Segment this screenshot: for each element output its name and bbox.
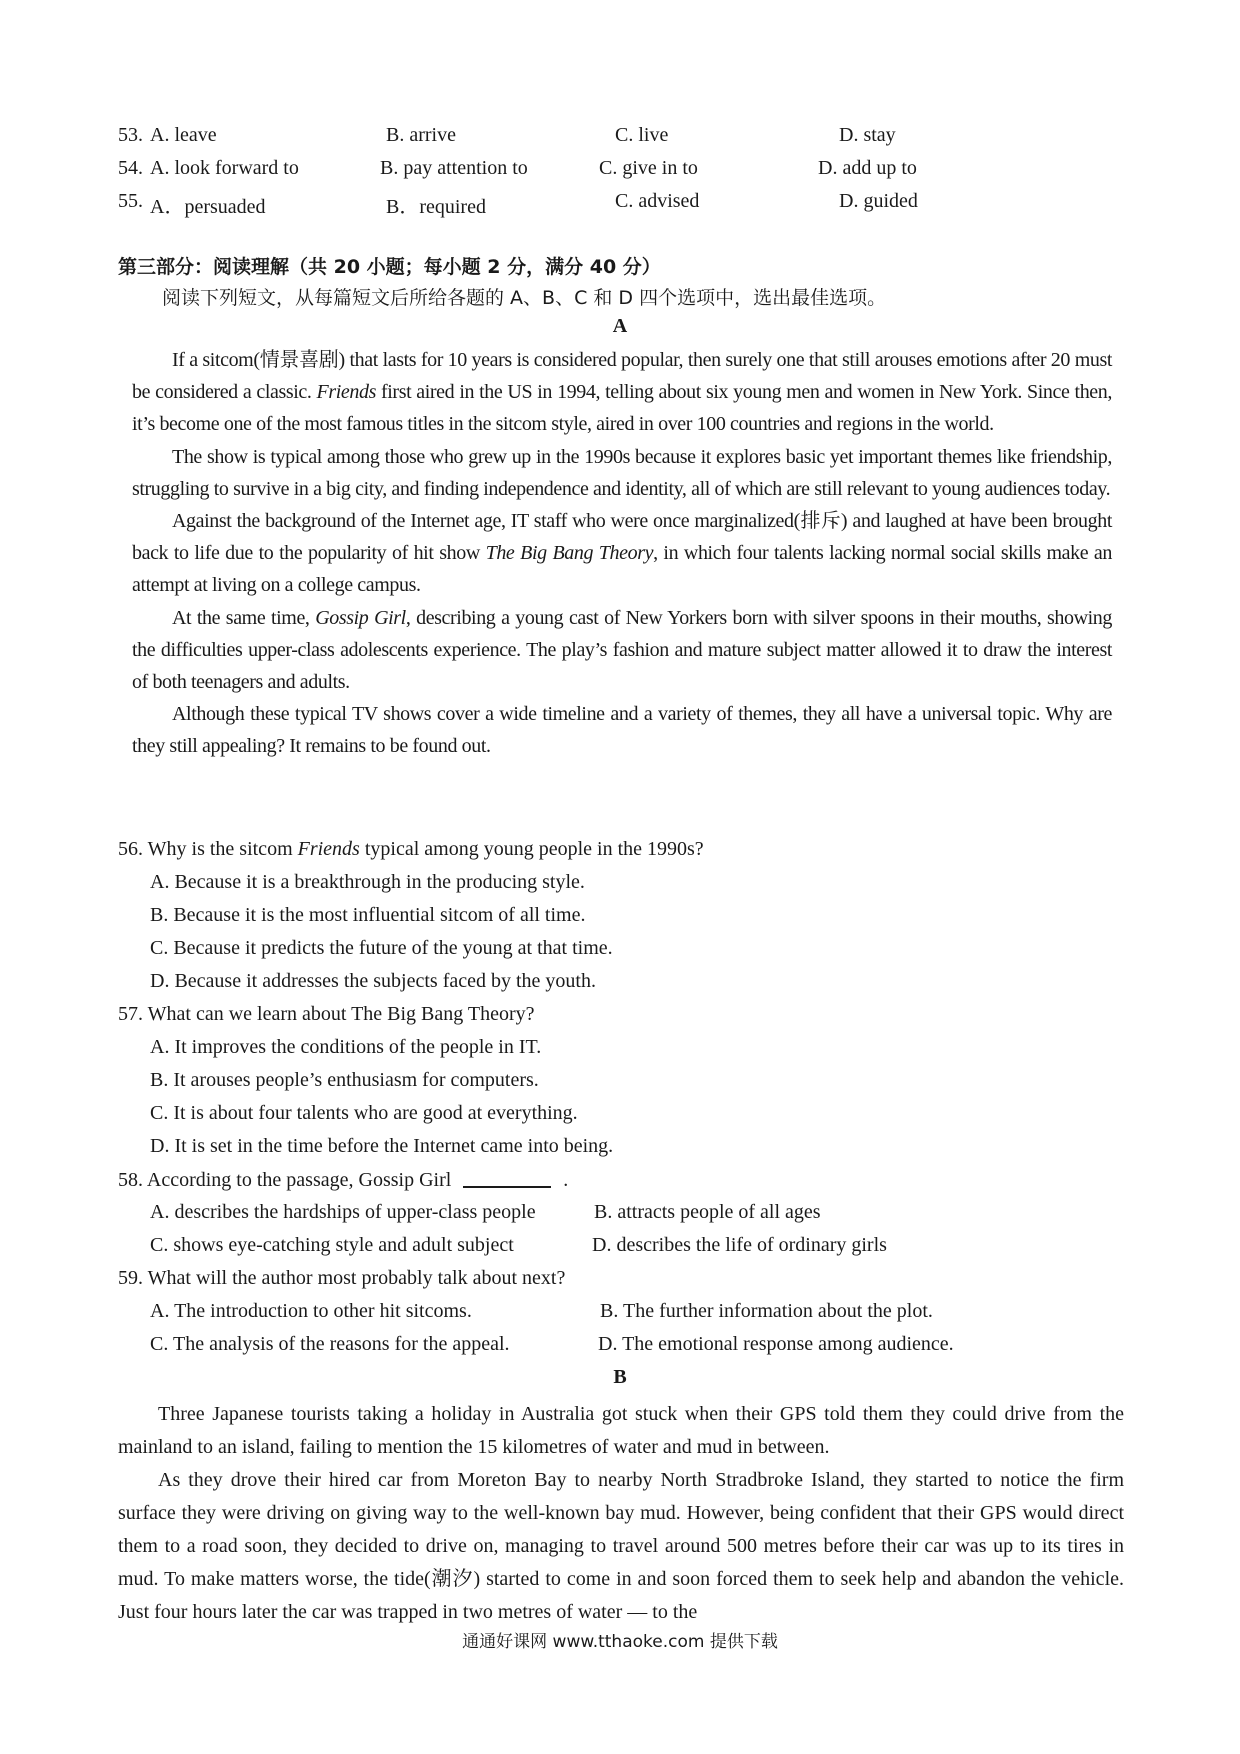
section-title: 第三部分：阅读理解（共 20 小题；每小题 2 分，满分 40 分） [118, 256, 661, 278]
page-footer: 通通好课网 www.tthaoke.com 提供下载 [462, 1632, 778, 1652]
question-57-stem: 57. What can we learn about The Big Bang Theory? [118, 1003, 535, 1025]
option-a: A. look forward to [150, 157, 299, 179]
passage-a-paragraph-3: Against the background of the Internet age, IT staff who were once marginalized(排斥) and laughed at have been brought back to life due to the popularity of hit show The Big Bang Theory, in which four talents lacking normal social skills make an attempt at living on a college campus. [132, 510, 1112, 597]
passage-b-letter: B [613, 1366, 627, 1388]
question-57-option-c: C. It is about four talents who are good at everything. [150, 1102, 578, 1124]
passage-a-letter: A [612, 315, 628, 337]
question-56-option-b: B. Because it is the most influential sitcom of all time. [150, 904, 586, 926]
question-59-stem: 59. What will the author most probably talk about next? [118, 1267, 566, 1289]
passage-a-paragraph-5: Although these typical TV shows cover a wide timeline and a variety of themes, they all have a universal topic. Why are they still appealing? It remains to be found out. [132, 703, 1112, 758]
option-c: C. advised [615, 190, 700, 212]
question-59-option-d: D. The emotional response among audience. [598, 1333, 954, 1355]
option-b: B．required [386, 196, 486, 218]
passage-b-paragraph-1: Three Japanese tourists taking a holiday in Australia got stuck when their GPS told them they could drive from the mainland to an island, failing to mention the 15 kilometres of water and mud in between. [118, 1403, 1124, 1458]
question-59-option-a: A. The introduction to other hit sitcoms. [150, 1300, 472, 1322]
option-c: C. give in to [599, 157, 698, 179]
question-58-stem: 58. According to the passage, Gossip Girl . [118, 1169, 569, 1191]
question-56-option-c: C. Because it predicts the future of the young at that time. [150, 937, 613, 959]
option-b: B. pay attention to [380, 157, 528, 179]
passage-a-paragraph-4: At the same time, Gossip Girl, describing a young cast of New Yorkers born with silver spoons in their mouths, showing the difficulties upper-class adolescents experience. The play’s fashion and mature subject matter allowed it to draw the interest of both teenagers and adults. [132, 606, 1112, 694]
question-57-option-d: D. It is set in the time before the Internet came into being. [150, 1135, 614, 1157]
option-c: C. live [615, 124, 669, 146]
option-b: B. arrive [386, 124, 456, 146]
option-a: A. leave [150, 124, 217, 146]
question-58-option-d: D. describes the life of ordinary girls [592, 1234, 887, 1256]
section-instruction: 阅读下列短文，从每篇短文后所给各题的 A、B、C 和 D 四个选项中，选出最佳选项。 [162, 287, 887, 309]
option-d: D. guided [839, 190, 918, 212]
question-56-stem: 56. Why is the sitcom Friends typical among young people in the 1990s? [118, 838, 704, 860]
passage-a [132, 344, 1112, 763]
question-number: 54. [118, 157, 143, 179]
passage-b [118, 1398, 1124, 1629]
option-d: D. add up to [818, 157, 917, 179]
option-d: D. stay [839, 124, 896, 146]
passage-a-paragraph-1: If a sitcom(情景喜剧) that lasts for 10 years is considered popular, then surely one that still arouses emotions after 20 must be considered a classic. Friends first aired in the US in 1994, telling about six young men and women in New York. Since then, it’s become one of the most famous titles in the sitcom style, aired in over 100 countries and regions in the world. [132, 349, 1112, 436]
question-number: 53. [118, 124, 143, 146]
question-56-option-a: A. Because it is a breakthrough in the producing style. [150, 871, 585, 893]
question-59-option-c: C. The analysis of the reasons for the appeal. [150, 1333, 510, 1355]
answer-blank [463, 1168, 551, 1188]
question-58-option-a: A. describes the hardships of upper-class people [150, 1201, 536, 1223]
question-57-option-b: B. It arouses people’s enthusiasm for computers. [150, 1069, 539, 1091]
question-56-option-d: D. Because it addresses the subjects faced by the youth. [150, 970, 596, 992]
question-number: 55. [118, 190, 143, 212]
option-a: A．persuaded [150, 196, 266, 218]
passage-b-paragraph-2: As they drove their hired car from Moreton Bay to nearby North Stradbroke Island, they started to notice the firm surface they were driving on giving way to the well-known bay mud. However, being confident that their GPS would direct them to a road soon, they decided to drive on, managing to travel around 500 metres before their car was up to its tires in mud. To make matters worse, the tide(潮汐) started to come in and soon forced them to seek help and abandon the vehicle. Just four hours later the car was trapped in two metres of water — to the [118, 1469, 1124, 1623]
question-59-option-b: B. The further information about the plot. [600, 1300, 933, 1322]
passage-a-paragraph-2: The show is typical among those who grew up in the 1990s because it explores basic yet important themes like friendship, struggling to survive in a big city, and finding independence and identity, all of which are still relevant to young audiences today. [132, 445, 1112, 500]
question-57-option-a: A. It improves the conditions of the people in IT. [150, 1036, 542, 1058]
question-58-option-c: C. shows eye-catching style and adult subject [150, 1234, 514, 1256]
question-58-option-b: B. attracts people of all ages [594, 1201, 821, 1223]
